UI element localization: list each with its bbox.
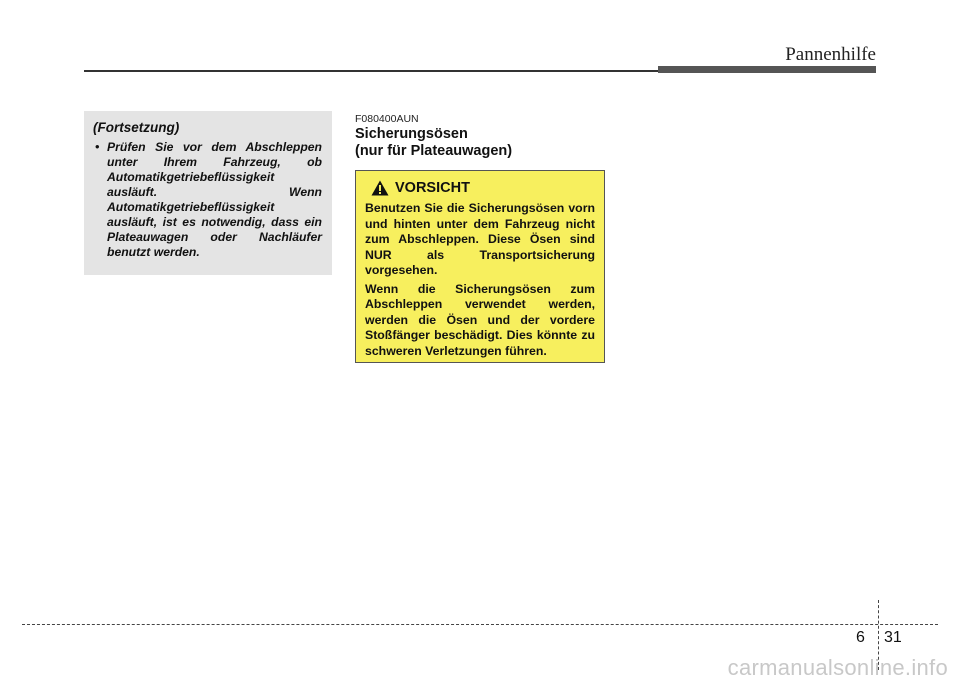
section-title-line1: Sicherungsösen	[355, 126, 468, 142]
bullet-dot: •	[95, 140, 100, 154]
warning-paragraph-2: Wenn die Sicherungsösen zum Abschleppen verwendet werden, werden die Ösen und der vordere Stoßfänger beschädigt. Dies könnte zu schweren Verletzungen führen.	[365, 281, 595, 358]
continuation-box	[84, 111, 332, 275]
page-header-title: Pannenhilfe	[785, 44, 876, 65]
continuation-bullet-text: Prüfen Sie vor dem Abschleppen unter Ihrem Fahrzeug, ob Automatikgetriebeflüssigkeit ausläuft. Wenn Automatikgetriebeflüssigkeit ausläuft, ist es notwendig, dass ein Plateauwagen oder Nachläufer benutzt werden.	[107, 140, 322, 259]
header-rule-thin	[84, 70, 674, 72]
continuation-bullet	[93, 140, 322, 260]
header-rule-thick	[658, 66, 876, 73]
warning-header	[365, 180, 595, 196]
warning-title: VORSICHT	[395, 180, 470, 196]
section-title	[355, 126, 595, 160]
chapter-number: 6	[856, 629, 865, 646]
footer-rule	[22, 624, 938, 625]
section-code: F080400AUN	[355, 113, 419, 125]
warning-triangle-icon	[371, 180, 389, 196]
section-title-line2: (nur für Plateauwagen)	[355, 143, 513, 159]
warning-box	[355, 170, 605, 363]
warning-paragraph-1: Benutzen Sie die Sicherungsösen vorn und hinten unter dem Fahrzeug nicht zum Abschleppen. Diese Ösen sind NUR als Transportsicherung vorgesehen.	[365, 201, 595, 277]
page-number: 31	[884, 629, 902, 646]
continuation-label: (Fortsetzung)	[93, 120, 180, 135]
watermark-text: carmanualsonline.info	[727, 655, 948, 680]
